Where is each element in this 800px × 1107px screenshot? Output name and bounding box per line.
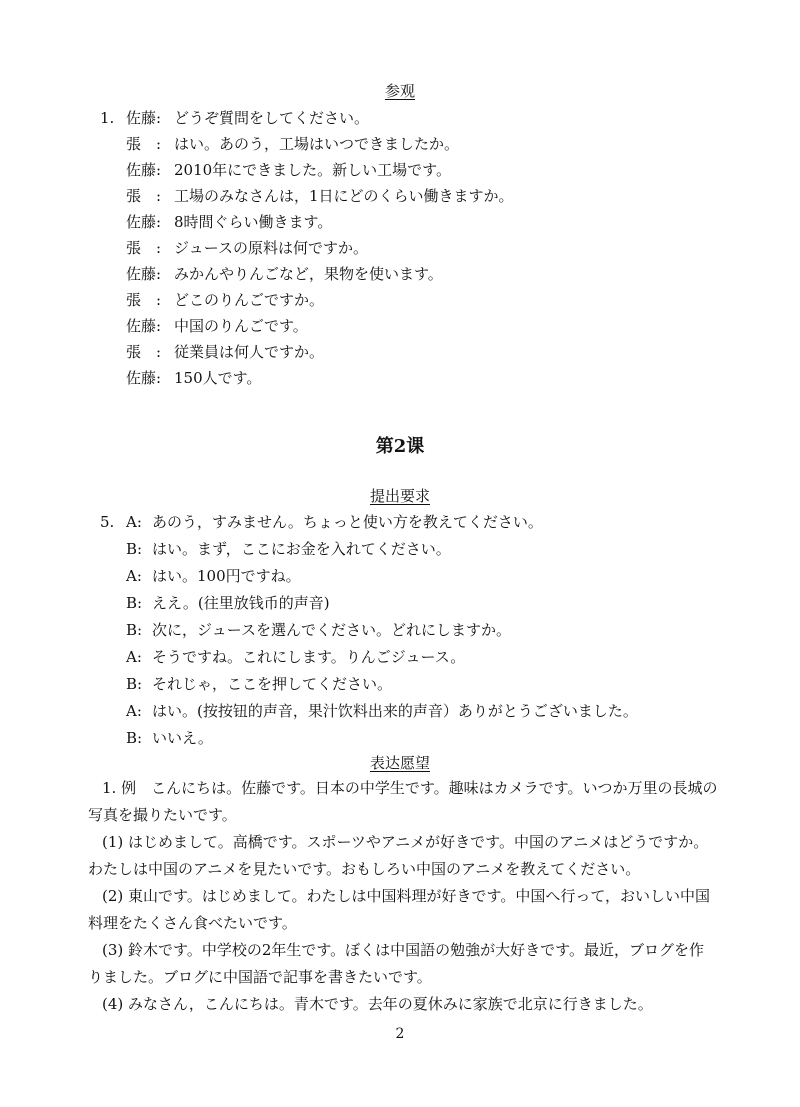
- line-text: 工場のみなさんは，1日にどのくらい働きますか。: [174, 187, 514, 205]
- line-text: 2010年にできました。新しい工場です。: [174, 161, 451, 179]
- line-text: みかんやりんごなど，果物を使います。: [174, 265, 443, 283]
- line-text: はい。まず，ここにお金を入れてください。: [152, 540, 451, 558]
- speaker: B:: [126, 675, 143, 693]
- line-text: それじゃ，ここを押してください。: [152, 675, 393, 693]
- speaker: B:: [126, 594, 143, 612]
- line-text: はい。(按按钮的声音，果汁饮料出来的声音）ありがとうございました。: [152, 702, 638, 720]
- speaker: B:: [126, 540, 143, 558]
- line-text: ジュースの原料は何ですか。: [174, 239, 368, 257]
- paragraph: (3) 鈴木です。中学校の2年生です。ぼくは中国語の勉強が大好きです。最近，ブログを作りました。ブログに中国語で記事を書きたいです。: [88, 941, 704, 986]
- speaker: A:: [126, 648, 142, 666]
- line-text: 中国のりんごです。: [174, 317, 308, 335]
- dialogue-line: [126, 368, 261, 388]
- item-number: 5.: [100, 513, 115, 531]
- dialogue-line: [126, 342, 324, 362]
- item-number: 1.: [100, 109, 115, 127]
- lesson-title: 第2课: [375, 436, 425, 457]
- speaker: 張 :: [126, 291, 162, 309]
- speaker: 佐藤:: [126, 369, 162, 387]
- line-text: ええ。(往里放钱币的声音): [152, 594, 330, 612]
- speaker: 佐藤:: [126, 161, 162, 179]
- line-text: 従業員は何人ですか。: [174, 343, 325, 361]
- line-text: いいえ。: [152, 729, 213, 747]
- line-text: どうぞ質問をしてください。: [174, 109, 370, 127]
- speaker: 張 :: [126, 239, 162, 257]
- dialogue-line: [100, 512, 543, 532]
- dialogue-line: [126, 701, 638, 721]
- speaker: 張 :: [126, 343, 162, 361]
- line-text: どこのりんごですか。: [174, 291, 325, 309]
- speaker: B:: [126, 729, 143, 747]
- line-text: あのう，すみません。ちょっと使い方を教えてください。: [152, 513, 543, 531]
- dialogue-line: [126, 566, 301, 586]
- paragraph: (1) はじめまして。高橋です。スポーツやアニメが好きです。中国のアニメはどうですか。わたしは中国のアニメを見たいです。おもしろい中国のアニメを教えてください。: [88, 833, 709, 878]
- speaker: A:: [126, 513, 142, 531]
- dialogue-line: [126, 212, 332, 232]
- speaker: 佐藤:: [126, 317, 162, 335]
- speaker: A:: [126, 567, 142, 585]
- speaker: 張 :: [126, 135, 162, 153]
- speaker: 佐藤:: [126, 213, 162, 231]
- section-title-visit: 参观: [384, 82, 415, 100]
- paragraph: (2) 東山です。はじめまして。わたしは中国料理が好きです。中国へ行って，おいしい中国料理をたくさん食べたいです。: [88, 887, 711, 932]
- section-title-wishes: 表达愿望: [369, 754, 430, 772]
- dialogue-line: [100, 108, 369, 128]
- dialogue-line: [126, 160, 451, 180]
- line-text: 次に，ジュースを選んでください。どれにしますか。: [152, 621, 511, 639]
- dialogue-line: [126, 728, 213, 748]
- speaker: 佐藤:: [126, 109, 162, 127]
- speaker: 張 :: [126, 187, 162, 205]
- dialogue-line: [126, 620, 511, 640]
- line-text: 8時間ぐらい働きます。: [174, 213, 333, 231]
- paragraph: 1. 例 こんにちは。佐藤です。日本の中学生です。趣味はカメラです。いつか万里の長城の写真を撮りたいです。: [88, 779, 718, 824]
- speaker: A:: [126, 702, 142, 720]
- paragraph: (4) みなさん，こんにちは。青木です。去年の夏休みに家族で北京に行きました。: [102, 995, 653, 1013]
- line-text: 150人です。: [174, 369, 262, 387]
- dialogue-line: [126, 593, 330, 613]
- line-text: そうですね。これにします。りんごジュース。: [152, 648, 466, 666]
- dialogue-line: [126, 134, 459, 154]
- speaker: B:: [126, 621, 143, 639]
- dialogue-line: [126, 647, 465, 667]
- line-text: はい。100円ですね。: [152, 567, 301, 585]
- speaker: 佐藤:: [126, 265, 162, 283]
- dialogue-line: [126, 674, 392, 694]
- dialogue-line: [126, 264, 443, 284]
- dialogue-line: [126, 539, 451, 559]
- dialogue-line: [126, 238, 368, 258]
- line-text: はい。あのう，工場はいつできましたか。: [174, 135, 460, 153]
- section-title-requests: 提出要求: [369, 487, 430, 505]
- dialogue-line: [126, 316, 308, 336]
- page-number: 2: [395, 1026, 405, 1042]
- dialogue-line: [126, 290, 324, 310]
- dialogue-line: [126, 186, 514, 206]
